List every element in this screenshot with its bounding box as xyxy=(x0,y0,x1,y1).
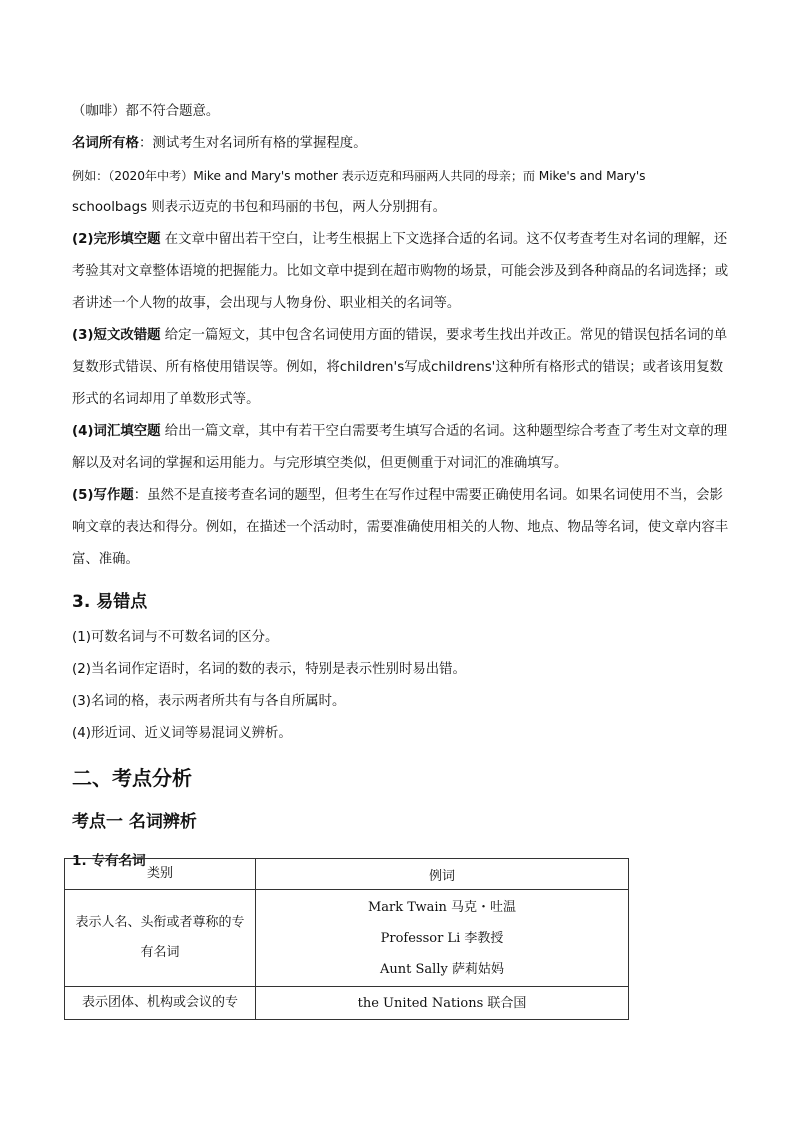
table-cell-category: 表示团体、机构或会议的专 xyxy=(65,987,256,1020)
list-item: (2)当名词作定语时，名词的数的表示，特别是表示性别时易出错。 xyxy=(72,662,466,677)
paragraph-writing xyxy=(72,480,732,576)
table-row xyxy=(65,987,629,1020)
text-line xyxy=(72,128,732,160)
document-body xyxy=(72,96,732,876)
paragraph-cloze xyxy=(72,224,732,320)
table-header: 类别 xyxy=(65,859,256,890)
proper-noun-table xyxy=(64,858,629,1020)
subheading: 考点一 名词辨析 xyxy=(72,812,197,832)
table-cell-examples xyxy=(256,890,629,987)
text-line: 例如：（2020年中考）Mike and Mary's mother 表示迈克和玛丽两人共同的母亲；而 Mike's and Mary's xyxy=(72,169,646,183)
minor-heading: 1. 专有名词 xyxy=(72,853,146,869)
table-row xyxy=(65,890,629,987)
text-line: schoolbags 则表示迈克的书包和玛丽的书包，两人分别拥有。 xyxy=(72,200,446,215)
list-item: (4)形近词、近义词等易混词义辨析。 xyxy=(72,726,292,741)
example-word: Professor Li 李教授 xyxy=(380,930,504,946)
table-cell-category: 表示人名、头衔或者尊称的专有名词 xyxy=(65,890,256,987)
term-text: ：测试考生对名词所有格的掌握程度。 xyxy=(138,136,367,151)
paragraph-text: ：虽然不是直接考查名词的题型，但考生在写作过程中需要正确使用名词。如果名词使用不当，会影响文章的表达和得分。例如，在描述一个活动时，需要准确使用相关的人物、地点、物品等名词，使文章内容丰富、准确。 xyxy=(72,488,729,567)
paragraph-vocab-fill xyxy=(72,416,732,480)
paragraph-label: (4)词汇填空题 xyxy=(72,424,161,439)
table-cell-examples xyxy=(256,987,629,1020)
paragraph-text: 在文章中留出若干空白，让考生根据上下文选择合适的名词。这不仅考查考生对名词的理解，还考验其对文章整体语境的把握能力。比如文章中提到在超市购物的场景，可能会涉及到各种商品的名词选择；或者讲述一个人物的故事，会出现与人物身份、职业相关的名词等。 xyxy=(72,232,729,311)
paragraph-label: (3)短文改错题 xyxy=(72,328,161,343)
example-word: Aunt Sally 萨莉姑妈 xyxy=(380,961,504,977)
paragraph-label: (5)写作题 xyxy=(72,488,134,503)
section-heading: 3. 易错点 xyxy=(72,592,148,612)
text-line: （咖啡）都不符合题意。 xyxy=(72,104,220,119)
paragraph-label: (2)完形填空题 xyxy=(72,232,161,247)
paragraph-text: 给出一篇文章，其中有若干空白需要考生填写合适的名词。这种题型综合考查了考生对文章的理解以及对名词的掌握和运用能力。与完形填空类似，但更侧重于对词汇的准确填写。 xyxy=(72,424,728,471)
part-heading: 二、考点分析 xyxy=(72,766,192,790)
paragraph-text: 给定一篇短文，其中包含名词使用方面的错误，要求考生找出并改正。常见的错误包括名词的单复数形式错误、所有格使用错误等。例如，将children's写成childrens'这种所有格形式的错误；或者该用复数形式的名词却用了单数形式等。 xyxy=(72,328,728,407)
example-word: Mark Twain 马克・吐温 xyxy=(367,899,517,915)
paragraph-error-correction xyxy=(72,320,732,416)
example-word: the United Nations 联合国 xyxy=(357,995,527,1011)
list-item: (1)可数名词与不可数名词的区分。 xyxy=(72,630,279,645)
term-label: 名词所有格 xyxy=(72,136,139,151)
table-header-row xyxy=(65,859,629,890)
table-header: 例词 xyxy=(256,859,629,890)
list-item: (3)名词的格，表示两者所共有与各自所属时。 xyxy=(72,694,346,709)
